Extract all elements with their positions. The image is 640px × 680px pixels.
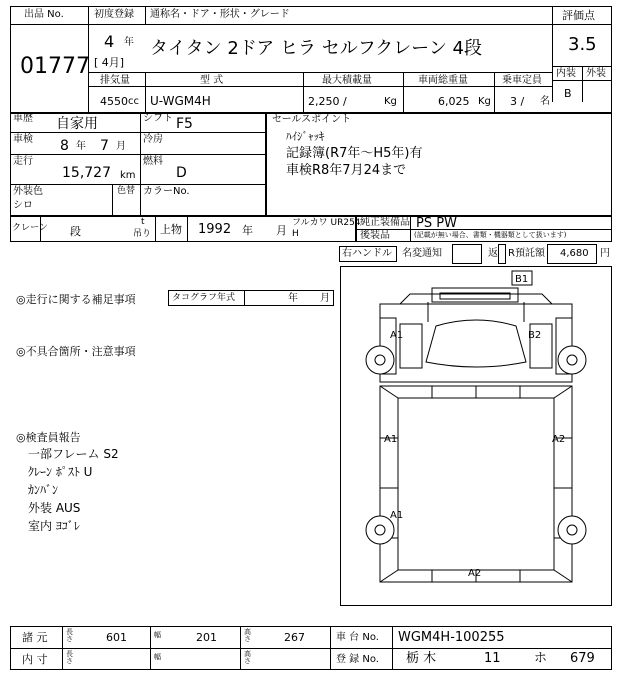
registration-label: 登 録 No. bbox=[336, 654, 379, 665]
registration-kana: ホ bbox=[534, 651, 548, 666]
joubu-label: 上物 bbox=[160, 223, 182, 236]
lot-label: 出品 No. bbox=[24, 9, 64, 20]
after-parts-label: 後装品 bbox=[360, 230, 390, 241]
ext-color-value: シロ bbox=[13, 200, 33, 211]
dims-label: 諸 元 bbox=[22, 631, 48, 644]
damage-mark-b2: B2 bbox=[528, 330, 542, 341]
damage-mark-a2-side-right: A2 bbox=[552, 434, 566, 445]
length-label: 長さ bbox=[66, 628, 73, 643]
damage-mark-a1-rear-left: A1 bbox=[390, 510, 404, 521]
running-notes-title: ◎走行に関する補足事項 bbox=[16, 293, 136, 306]
right-handle-label: 右ハンドル bbox=[342, 248, 392, 259]
sales-point-label: セールスポイント bbox=[272, 114, 352, 125]
car-name: タイタン 2ドア ヒラ セルフクレーン 4段 bbox=[150, 38, 482, 59]
length-value: 601 bbox=[106, 631, 127, 644]
inspector-line-3: ｶﾝﾊﾞﾝ bbox=[28, 483, 59, 497]
grade-score: 3.5 bbox=[568, 34, 597, 55]
first-reg-year-unit: 年 bbox=[124, 37, 134, 48]
tacho-month-unit: 月 bbox=[320, 293, 330, 304]
tacho-year-unit: 年 bbox=[288, 293, 298, 304]
inspector-line-5: 室内 ﾖｺﾞﾚ bbox=[28, 519, 80, 533]
damage-mark-a1-front-left: A1 bbox=[390, 330, 404, 341]
inspection-year-unit: 年 bbox=[76, 141, 86, 152]
recycle-unit: 円 bbox=[600, 248, 610, 259]
gross-weight-unit: Kg bbox=[478, 96, 491, 107]
inner-height-label: 高さ bbox=[244, 650, 251, 665]
crane-label: クレーン bbox=[12, 223, 48, 233]
inner-width-label: 幅 bbox=[154, 653, 161, 661]
first-reg-label: 初度登録 bbox=[94, 9, 134, 20]
ext-color-label: 外装色 bbox=[13, 186, 43, 197]
sales-point-line-1: ﾊｲｼﾞｬｯｷ bbox=[286, 130, 325, 143]
registration-class: 11 bbox=[484, 651, 501, 666]
equipment-label: 純正装備品 bbox=[360, 217, 410, 228]
chassis-number: WGM4H-100255 bbox=[398, 630, 505, 645]
tacho-label: タコグラフ年式 bbox=[172, 293, 236, 303]
sales-point-line-2: 記録簿(R7年～H5年)有 bbox=[286, 146, 423, 161]
registration-area: 栃 木 bbox=[406, 651, 437, 666]
shift-label: シフト bbox=[143, 113, 173, 124]
height-value: 267 bbox=[284, 631, 305, 644]
tax-return-label: 返 bbox=[488, 248, 498, 259]
grade-label: 評価点 bbox=[562, 9, 595, 22]
fuel-label: 燃料 bbox=[143, 156, 163, 167]
exterior-label: 外装 bbox=[586, 68, 606, 79]
joubu-month-unit: 月 bbox=[276, 224, 287, 237]
after-parts-note: (記載が無い場合、書類・機器類として扱います) bbox=[414, 231, 567, 239]
inspection-label: 車検 bbox=[13, 134, 33, 145]
height-label: 高さ bbox=[244, 628, 251, 643]
capacity-unit: 名 bbox=[540, 96, 550, 107]
mileage-value: 15,727 bbox=[62, 165, 111, 181]
crane-ton-unit: t bbox=[141, 217, 145, 227]
inspection-year: 8 bbox=[60, 138, 69, 154]
aircon-label: 冷房 bbox=[143, 134, 163, 145]
color-no-label: カラーNo. bbox=[143, 186, 190, 197]
history-label: 車歴 bbox=[13, 113, 33, 124]
crane-lift-unit: 吊り bbox=[133, 229, 152, 239]
mileage-label: 走行 bbox=[13, 156, 33, 167]
shift-value: F5 bbox=[176, 116, 193, 132]
damage-mark-a1-side-left: A1 bbox=[384, 434, 398, 445]
history-value: 自家用 bbox=[56, 116, 98, 132]
displacement-value: 4550 bbox=[100, 95, 128, 108]
tax-return-box bbox=[498, 244, 506, 264]
first-reg-month: [ 4月] bbox=[94, 56, 125, 69]
displacement-unit: cc bbox=[128, 96, 139, 107]
lot-number: 01777 bbox=[20, 54, 90, 79]
inner-length-label: 長さ bbox=[66, 650, 73, 665]
gross-weight-value: 6,025 bbox=[438, 95, 470, 108]
inspector-line-2: ｸﾚｰﾝ ﾎﾟｽﾄ U bbox=[28, 465, 93, 479]
first-reg-year: 4 bbox=[104, 32, 115, 51]
vehicle-header-label: 通称名・ドア・形状・グレード bbox=[150, 9, 290, 20]
interior-grade: B bbox=[564, 87, 572, 100]
truck-damage-diagram bbox=[340, 266, 612, 606]
mileage-unit: km bbox=[120, 170, 136, 181]
width-label: 幅 bbox=[154, 631, 161, 639]
interior-label: 内装 bbox=[556, 68, 576, 79]
max-load-unit: Kg bbox=[384, 96, 397, 107]
joubu-maker: フルカワ UR254 bbox=[292, 218, 361, 228]
model-value: U-WGM4H bbox=[150, 94, 211, 108]
recycle-label: R預託額 bbox=[508, 248, 545, 259]
chassis-label: 車 台 No. bbox=[336, 632, 379, 643]
capacity-label: 乗車定員 bbox=[502, 75, 542, 86]
joubu-h: H bbox=[292, 229, 299, 239]
joubu-year: 1992 bbox=[198, 222, 232, 237]
equipment-value: PS PW bbox=[416, 216, 457, 231]
inner-dims-label: 内 寸 bbox=[22, 653, 48, 666]
width-value: 201 bbox=[196, 631, 217, 644]
defects-title: ◎不具合箇所・注意事項 bbox=[16, 345, 136, 358]
displacement-label: 排気量 bbox=[100, 75, 130, 86]
inspection-month-unit: 月 bbox=[116, 141, 126, 152]
recycle-value: 4,680 bbox=[560, 248, 589, 259]
registration-number: 679 bbox=[570, 651, 595, 666]
max-load-label: 最大積載量 bbox=[322, 75, 372, 86]
fuel-value: D bbox=[176, 165, 187, 181]
damage-mark-a2-rear: A2 bbox=[468, 568, 482, 579]
capacity-value: 3 / bbox=[510, 95, 525, 108]
model-label: 型 式 bbox=[200, 75, 224, 86]
inspector-title: ◎検査員報告 bbox=[16, 431, 81, 444]
max-load-value: 2,250 / bbox=[308, 95, 347, 108]
color-change-label: 色替 bbox=[117, 186, 136, 196]
inspection-month: 7 bbox=[100, 138, 109, 154]
joubu-year-unit: 年 bbox=[242, 224, 253, 237]
gross-weight-label: 車両総重量 bbox=[418, 75, 468, 86]
crane-stage-unit: 段 bbox=[70, 225, 81, 238]
inspector-line-4: 外装 AUS bbox=[28, 501, 81, 515]
sales-point-line-3: 車検R8年7月24まで bbox=[286, 163, 407, 178]
name-change-box bbox=[452, 244, 482, 264]
details-frame bbox=[10, 112, 266, 216]
name-change-label: 名変通知 bbox=[402, 248, 442, 259]
damage-mark-b1: B1 bbox=[515, 274, 529, 285]
inspector-line-1: 一部フレーム S2 bbox=[28, 447, 119, 461]
